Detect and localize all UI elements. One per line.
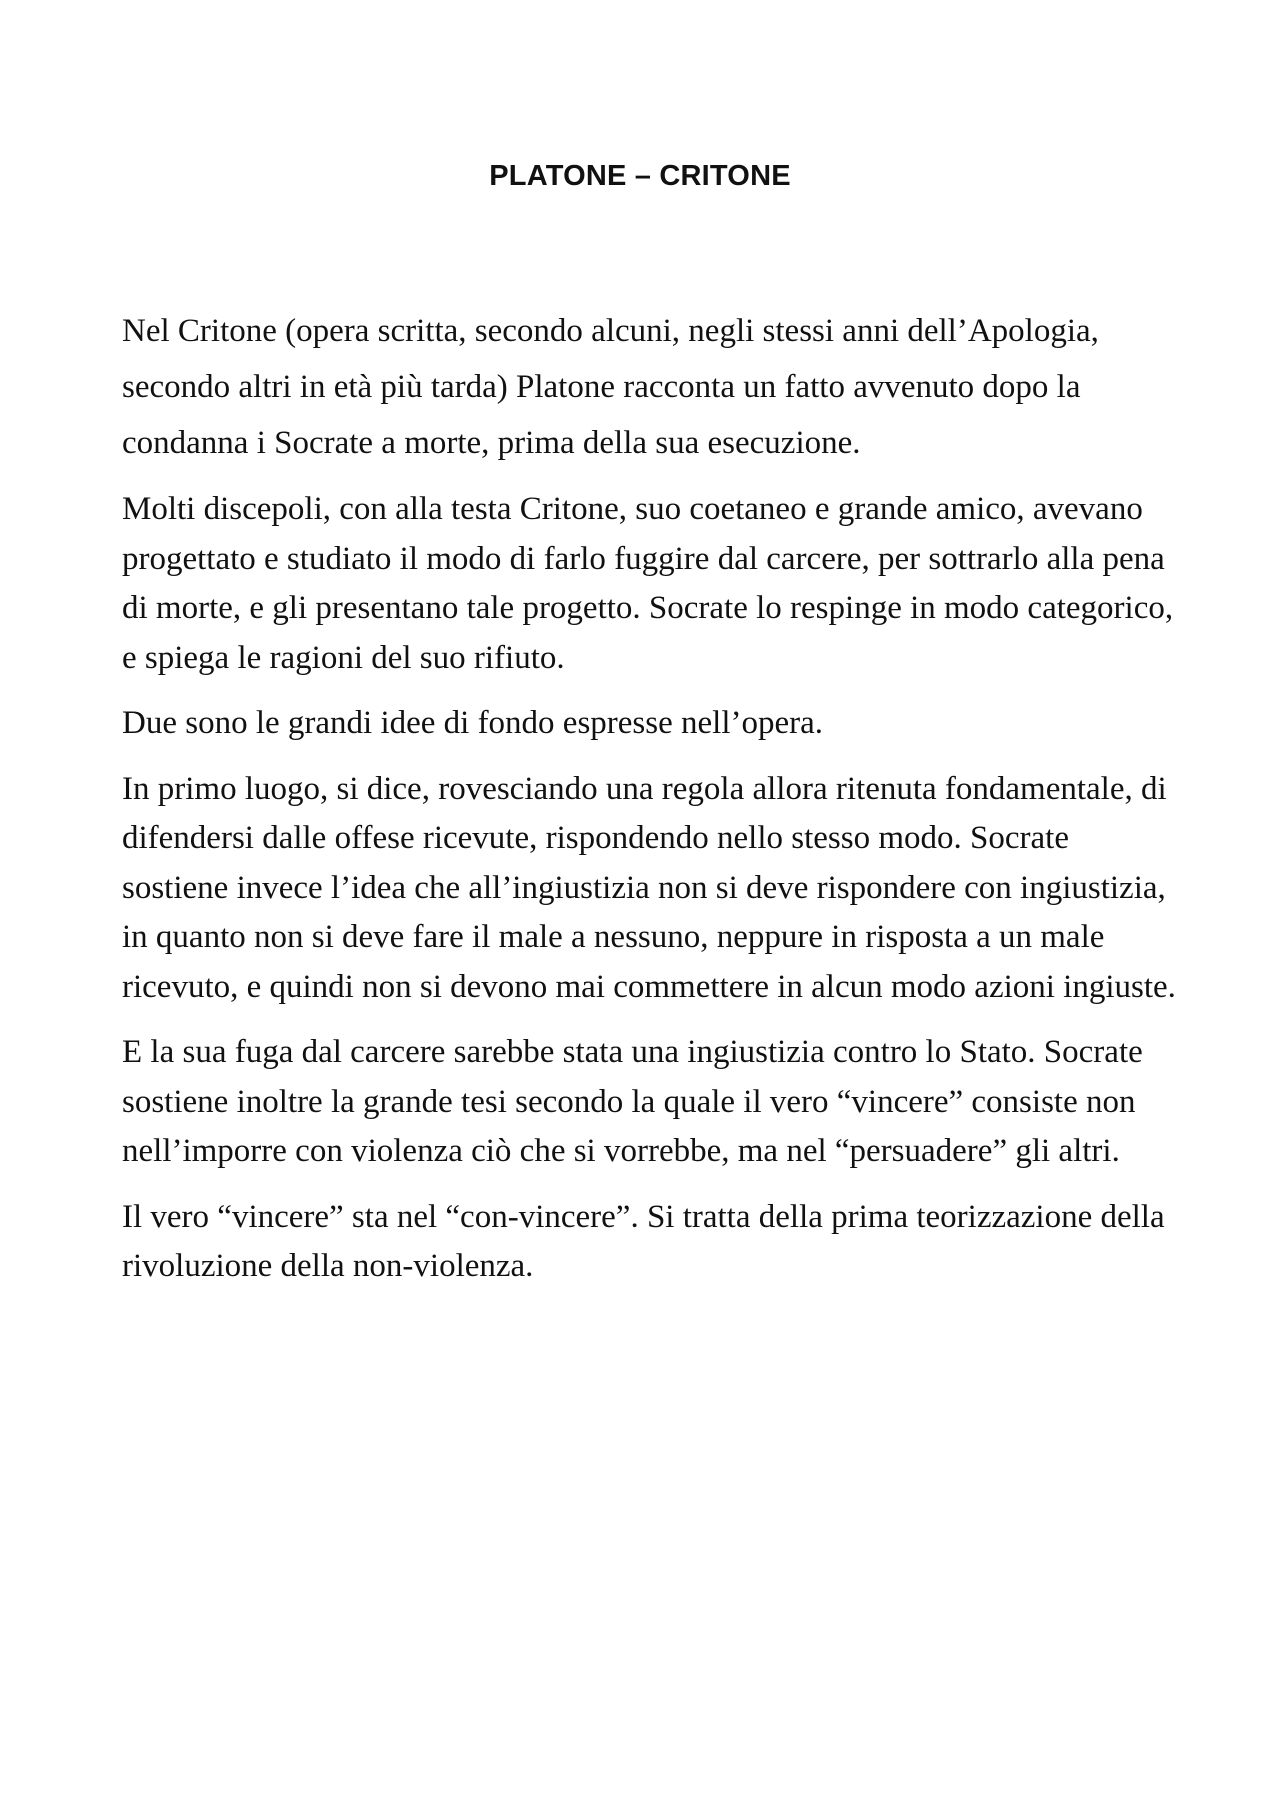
paragraph-first-idea: In primo luogo, si dice, rovesciando una regola allora ritenuta fondamentale, di difendersi dalle offese ricevute, rispondendo nello stesso modo. Socrate sostiene invece l’idea che all’ingiustizia non si deve rispondere con ingiustizia, in quanto non si deve fare il male a nessuno, neppure in risposta a un male ricevuto, e quindi non si devono mai commettere in alcun modo azioni ingiuste. xyxy=(122,770,1176,1005)
paragraph-main-ideas: Due sono le grandi idee di fondo espresse nell’opera. xyxy=(122,705,824,741)
paragraph-disciples: Molti discepoli, con alla testa Critone, suo coetaneo e grande amico, avevano progettato e studiato il modo di farlo fuggire dal carcere, per sottrarlo alla pena di morte, e gli presentano tale progetto. Socrate lo respinge in modo categorico, e spiega le ragioni del suo rifiuto. xyxy=(122,491,1174,676)
paragraph-escape-injustice: E la sua fuga dal carcere sarebbe stata una ingiustizia contro lo Stato. Socrate sostiene inoltre la grande tesi secondo la quale il vero “vincere” consiste non nell’imporre con violenza ciò che si vorrebbe, ma nel “persuadere” gli altri. xyxy=(122,1034,1143,1169)
document-body xyxy=(122,303,1182,1308)
page-title: PLATONE – CRITONE xyxy=(489,160,791,192)
paragraph-intro: Nel Critone (opera scritta, secondo alcuni, negli stessi anni dell’Apologia, secondo altri in età più tarda) Platone racconta un fatto avvenuto dopo la condanna i Socrate a morte, prima della sua esecuzione. xyxy=(122,313,1099,461)
paragraph-non-violence: Il vero “vincere” sta nel “con-vincere”. Si tratta della prima teorizzazione della rivoluzione della non-violenza. xyxy=(122,1198,1165,1284)
